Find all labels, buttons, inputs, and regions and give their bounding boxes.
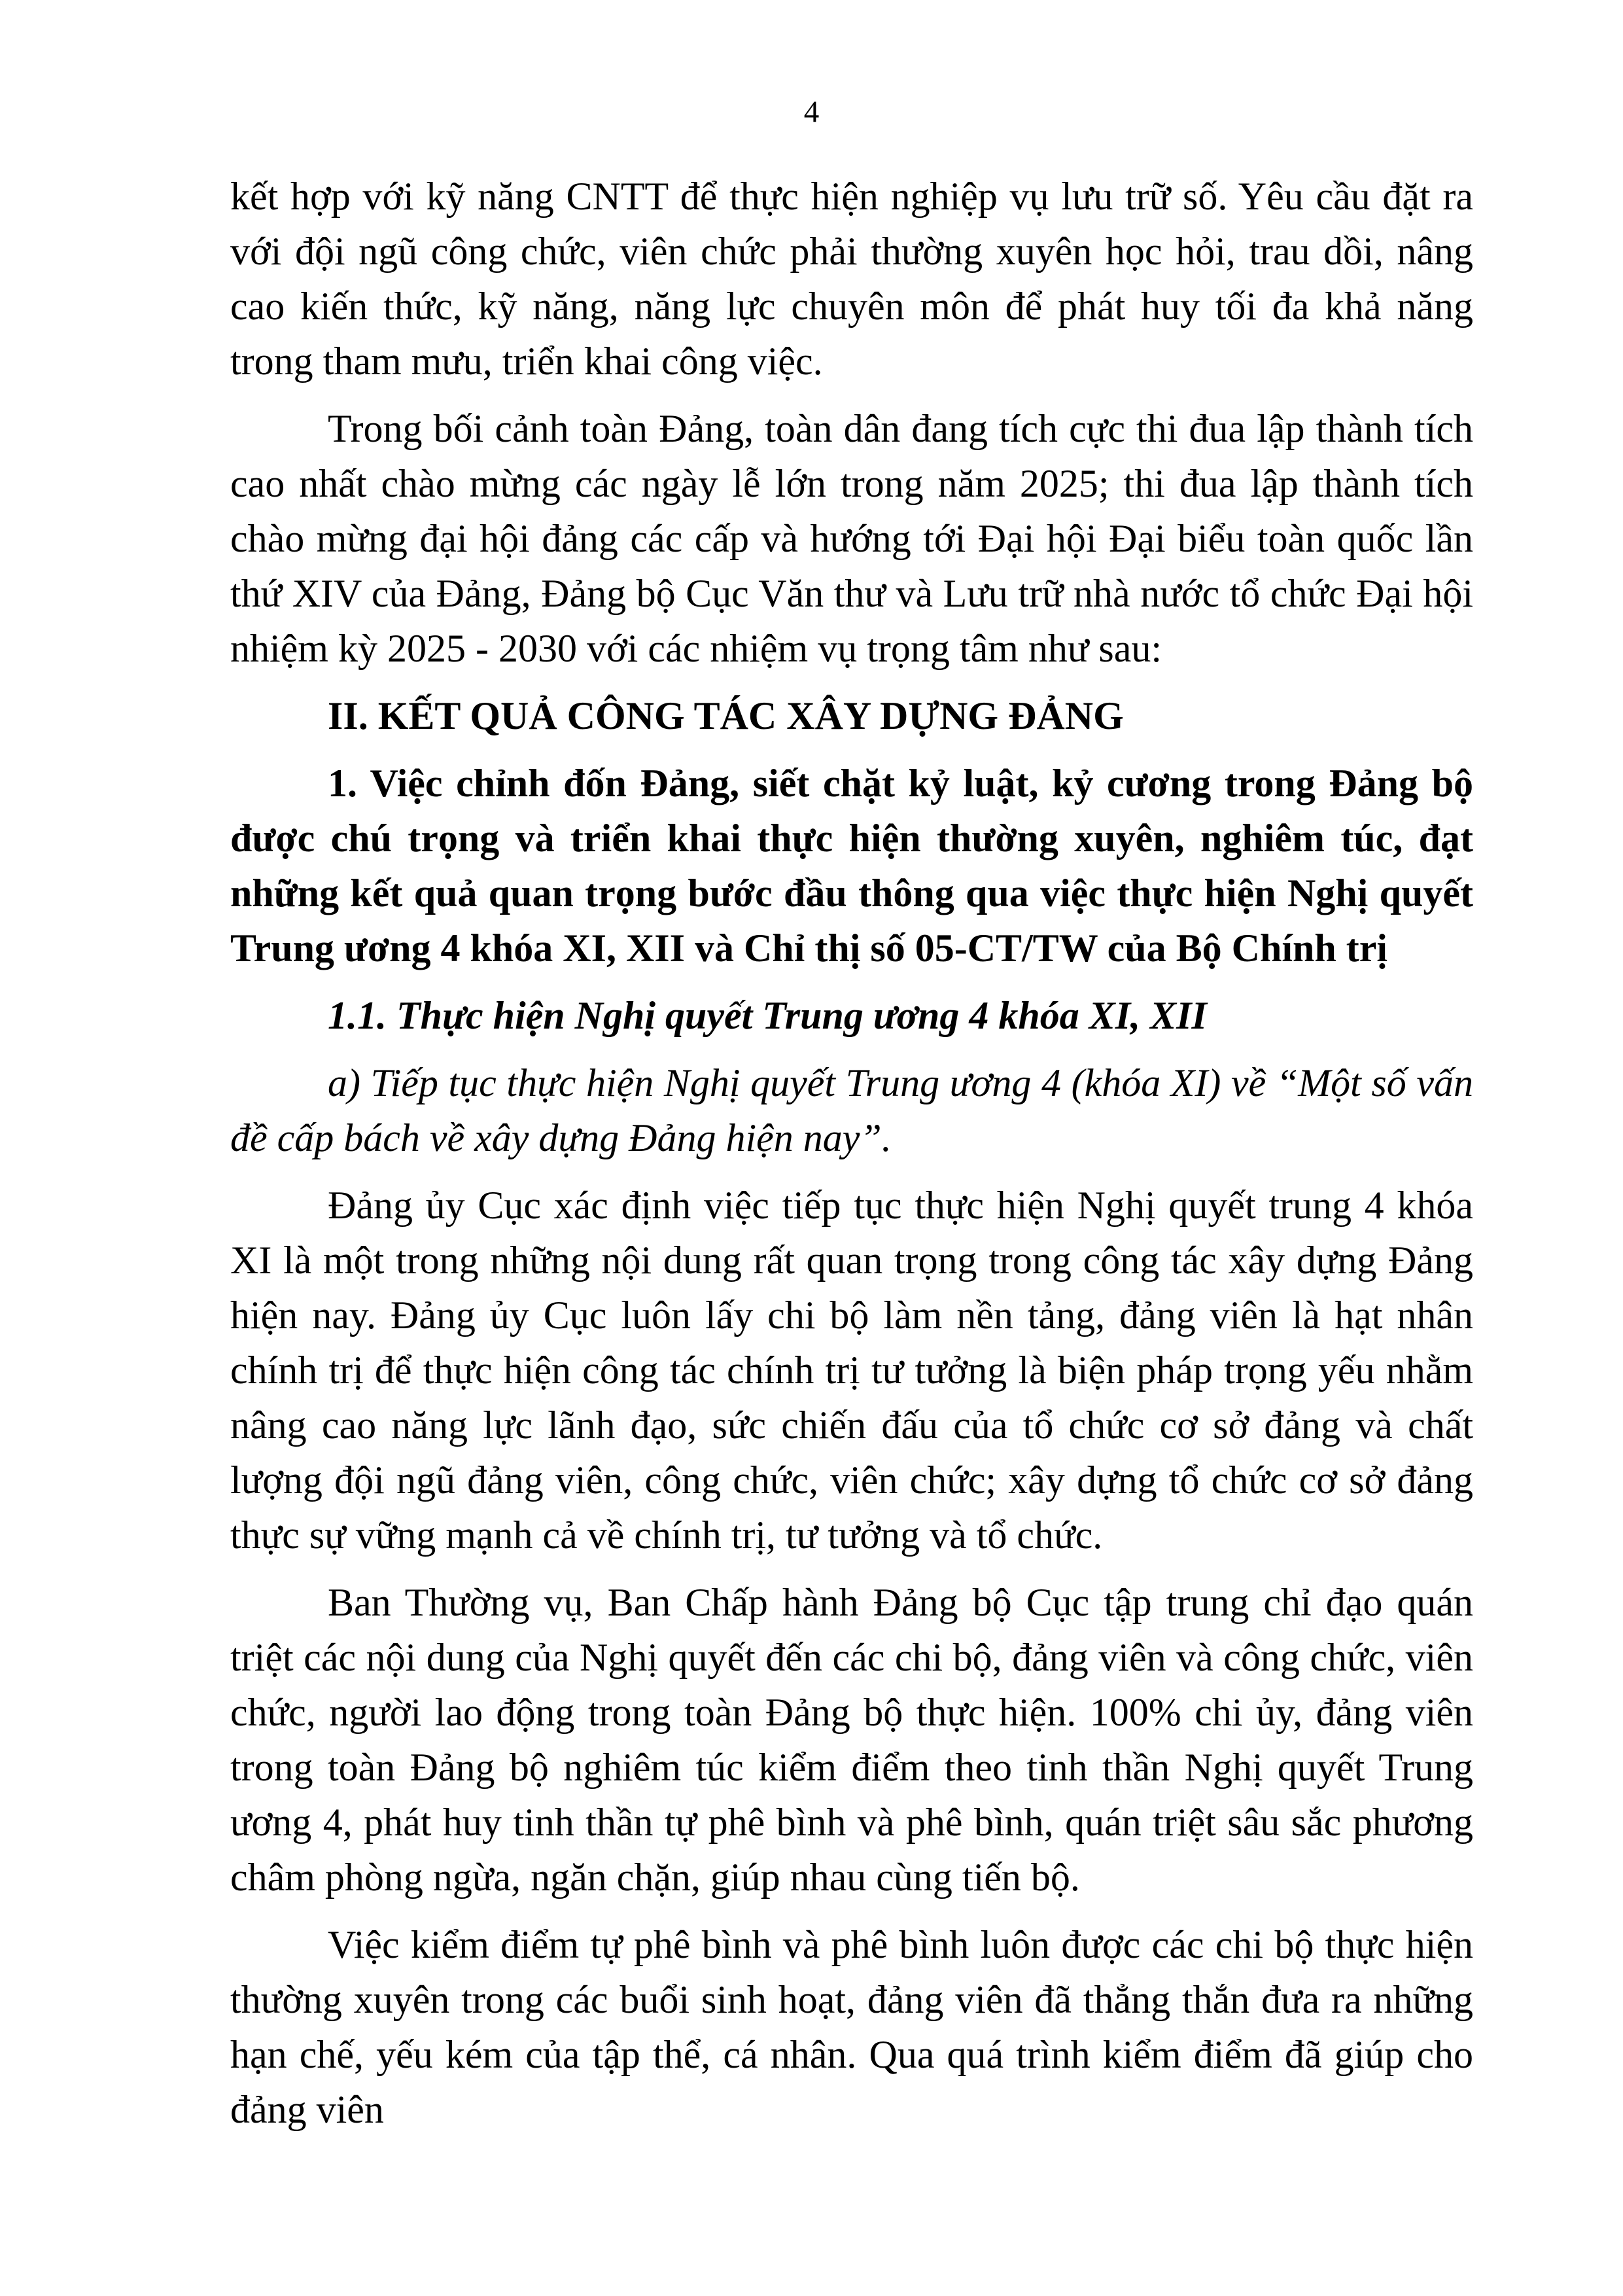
- paragraph-self-criticism: Việc kiểm điểm tự phê bình và phê bình luôn được các chi bộ thực hiện thường xuyên trong các buổi sinh hoạt, đảng viên đã thẳng thắn đưa ra những hạn chế, yếu kém của tập thể, cá nhân. Qua quá trình kiểm điểm đã giúp cho đảng viên: [230, 1923, 1473, 2131]
- paragraph-continuation: kết hợp với kỹ năng CNTT để thực hiện nghiệp vụ lưu trữ số. Yêu cầu đặt ra với đội ngũ công chức, viên chức phải thường xuyên học hỏi, trau dồi, nâng cao kiến thức, kỹ năng, năng lực chuyên môn để phát huy tối đa khả năng trong tham mưu, triển khai công việc.: [230, 175, 1473, 383]
- document-body: [230, 169, 1473, 2149]
- paragraph-context: Trong bối cảnh toàn Đảng, toàn dân đang tích cực thi đua lập thành tích cao nhất chào mừng các ngày lễ lớn trong năm 2025; thi đua lập thành tích chào mừng đại hội đảng các cấp và hướng tới Đại hội Đại biểu toàn quốc lần thứ XIV của Đảng, Đảng bộ Cục Văn thư và Lưu trữ nhà nước tổ chức Đại hội nhiệm kỳ 2025 - 2030 với các nhiệm vụ trọng tâm như sau:: [230, 407, 1473, 670]
- paragraph-party-committee: Đảng ủy Cục xác định việc tiếp tục thực hiện Nghị quyết trung 4 khóa XI là một trong những nội dung rất quan trọng trong công tác xây dựng Đảng hiện nay. Đảng ủy Cục luôn lấy chi bộ làm nền tảng, đảng viên là hạt nhân chính trị để thực hiện công tác chính trị tư tưởng là biện pháp trọng yếu nhằm nâng cao năng lực lãnh đạo, sức chiến đấu của tổ chức cơ sở đảng và chất lượng đội ngũ đảng viên, công chức, viên chức; xây dựng tổ chức cơ sở đảng thực sự vững mạnh cả về chính trị, tư tưởng và tổ chức.: [230, 1184, 1473, 1557]
- subsection-heading-1-1: 1.1. Thực hiện Nghị quyết Trung ương 4 khóa XI, XII: [328, 994, 1207, 1037]
- paragraph-standing-committee: Ban Thường vụ, Ban Chấp hành Đảng bộ Cục tập trung chỉ đạo quán triệt các nội dung của Nghị quyết đến các chi bộ, đảng viên và công chức, viên chức, người lao động trong toàn Đảng bộ thực hiện. 100% chi ủy, đảng viên trong toàn Đảng bộ nghiêm túc kiểm điểm theo tinh thần Nghị quyết Trung ương 4, phát huy tinh thần tự phê bình và phê bình, quán triệt sâu sắc phương châm phòng ngừa, ngăn chặn, giúp nhau cùng tiến bộ.: [230, 1581, 1473, 1899]
- item-heading-a: a) Tiếp tục thực hiện Nghị quyết Trung ương 4 (khóa XI) về “Một số vấn đề cấp bách về xây dựng Đảng hiện nay”.: [230, 1061, 1473, 1159]
- section-heading: II. KẾT QUẢ CÔNG TÁC XÂY DỰNG ĐẢNG: [328, 694, 1124, 737]
- subsection-heading-1: 1. Việc chỉnh đốn Đảng, siết chặt kỷ luật, kỷ cương trong Đảng bộ được chú trọng và triển khai thực hiện thường xuyên, nghiêm túc, đạt những kết quả quan trọng bước đầu thông qua việc thực hiện Nghị quyết Trung ương 4 khóa XI, XII và Chỉ thị số 05-CT/TW của Bộ Chính trị: [230, 762, 1473, 970]
- page-number: 4: [803, 95, 820, 129]
